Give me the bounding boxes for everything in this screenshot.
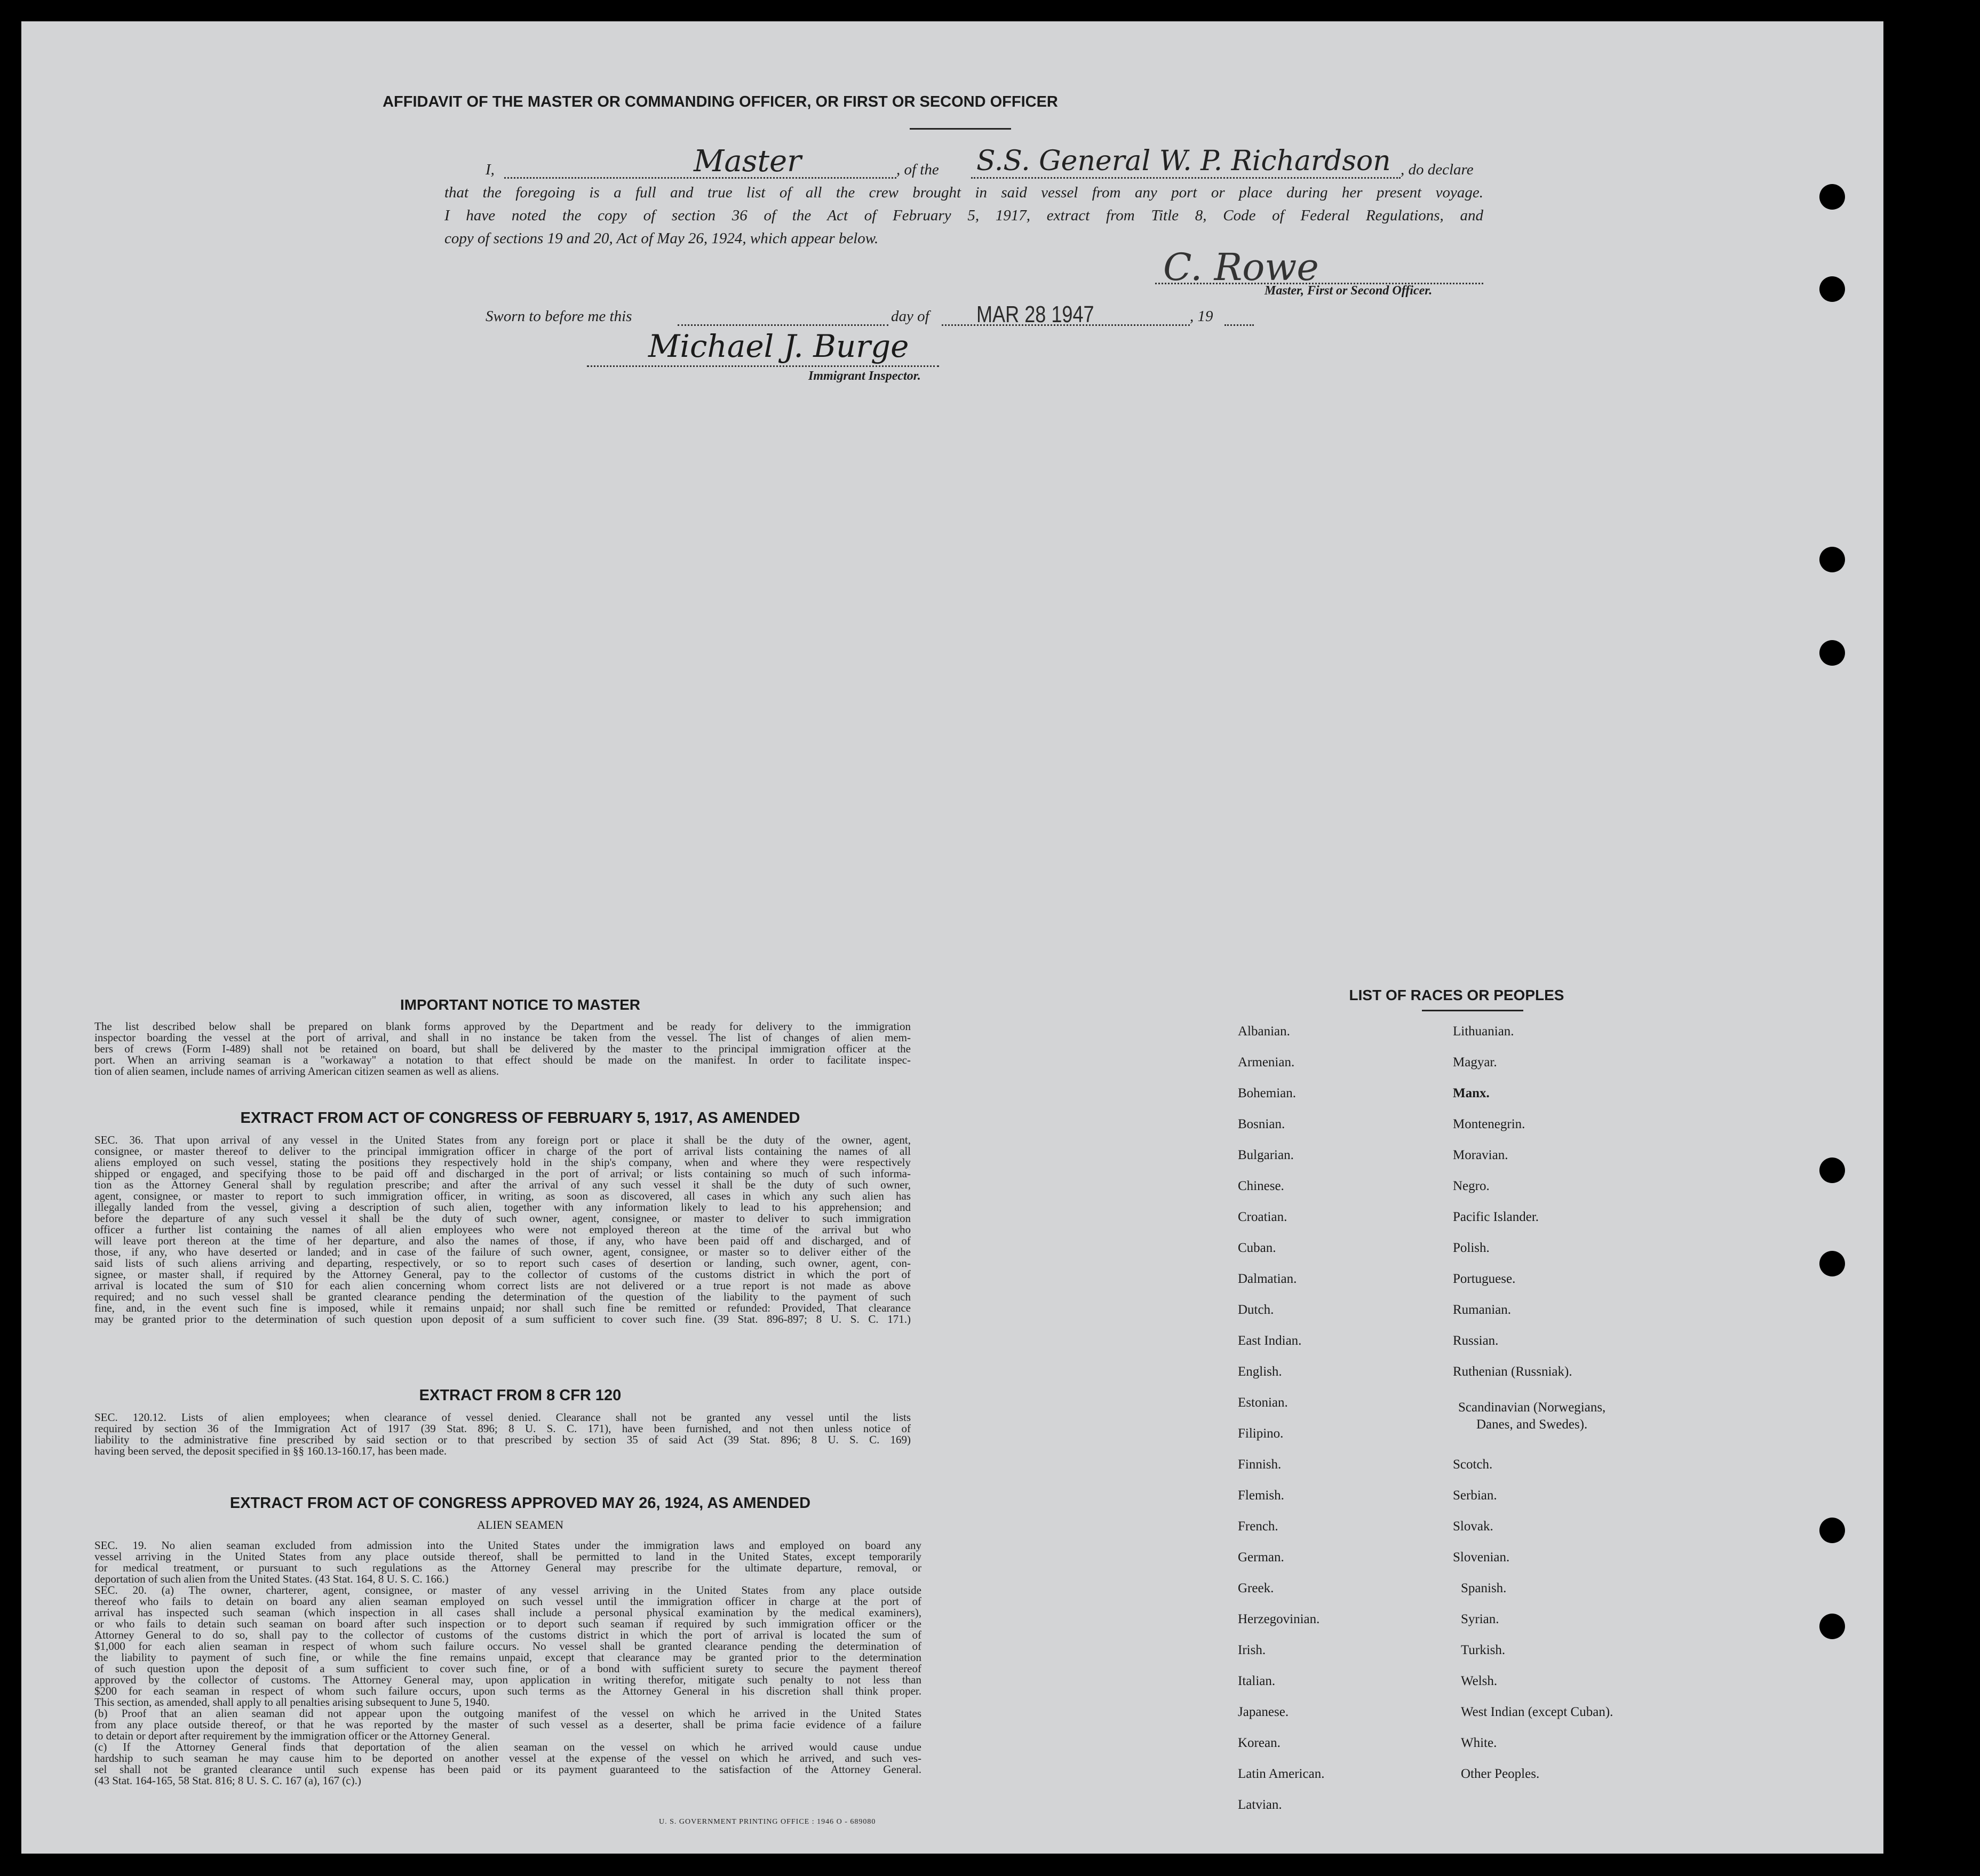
- race-item: Negro.: [1453, 1179, 1490, 1193]
- race-item: Serbian.: [1453, 1488, 1497, 1503]
- race-item: Rumanian.: [1453, 1303, 1512, 1317]
- affidavit-line-4: copy of sections 19 and 20, Act of May 26, 1924, which appear below.: [444, 230, 879, 247]
- race-item: Portuguese.: [1453, 1272, 1516, 1286]
- race-item: Manx.: [1453, 1086, 1490, 1100]
- extract-1917-title: EXTRACT FROM ACT OF CONGRESS OF FEBRUARY 5, 1917, AS AMENDED: [240, 1109, 800, 1127]
- affidavit-line-3: I have noted the copy of section 36 of the Act of February 5, 1917, extract from Title 8, Code of Federal Regulations, and: [444, 207, 1483, 224]
- notice-line: inspector boarding the vessel at the port of arrival, and shall in no instance be taken from the vessel. The list of changes of alien mem-: [94, 1031, 911, 1044]
- document-sheet: [21, 21, 1883, 1854]
- race-item: Danes, and Swedes).: [1476, 1417, 1588, 1432]
- race-item: Japanese.: [1238, 1705, 1289, 1719]
- extract-1924-line: of such question upon the deposit of a sum sufficient to cover such fine, or of a bond with sufficient surety to secure the payment thereof: [94, 1662, 921, 1675]
- race-item: Magyar.: [1453, 1055, 1497, 1069]
- extract-1924-line: SEC. 19. No alien seaman excluded from admission into the United States under the immigration laws and employed on board any: [94, 1539, 921, 1552]
- inspector-caption: Immigrant Inspector.: [808, 369, 921, 383]
- year-blank: [1224, 324, 1254, 326]
- notice-line: port. When an arriving seaman is a "workaway" a notation to that effect should be made on the manifest. In order to facilitate inspec-: [94, 1053, 911, 1066]
- notice-body: [94, 1020, 911, 1084]
- day-of-label: day of: [891, 308, 929, 325]
- race-item: Other Peoples.: [1461, 1767, 1540, 1781]
- affidavit-title: AFFIDAVIT OF THE MASTER OR COMMANDING OFFICER, OR FIRST OR SECOND OFFICER: [383, 93, 1058, 110]
- notice-title: IMPORTANT NOTICE TO MASTER: [400, 996, 641, 1013]
- race-item: Bohemian.: [1238, 1086, 1297, 1100]
- word-i: I,: [486, 161, 495, 178]
- extract-1917-line: SEC. 36. That upon arrival of any vessel in the United States from any foreign port or place it shall be the duty of the owner, agent,: [94, 1133, 911, 1146]
- binder-hole: [1819, 1518, 1845, 1543]
- extract-1917-line: signee, or master shall, if required by the Attorney General, pay to the collector of customs of the customs district in which the port of: [94, 1268, 911, 1281]
- extract-1924-line: sel shall not be granted clearance until such expense has been paid or its payment guaranteed to the satisfaction of the Attorney General.: [94, 1763, 921, 1776]
- binder-hole: [1819, 547, 1845, 572]
- extract-1924-line: (43 Stat. 164-165, 58 Stat. 816; 8 U. S. C. 167 (a), 167 (c).): [94, 1774, 361, 1787]
- extract-1924-line: $1,000 for each alien seaman in respect of whom such failure occurs. No vessel shall be granted clearance pending the determination of: [94, 1640, 921, 1653]
- master-signature: C. Rowe: [1163, 245, 1319, 289]
- affidavit-line-3-box: [444, 207, 1483, 228]
- race-item: Latvian.: [1238, 1798, 1282, 1812]
- race-item: Syrian.: [1461, 1612, 1499, 1626]
- race-item: Bulgarian.: [1238, 1148, 1294, 1162]
- race-item: Flemish.: [1238, 1488, 1284, 1503]
- extract-1924-line: arrival has inspected such seaman (which inspection in all cases shall include a personal physical examination by the medical examiners),: [94, 1606, 921, 1619]
- inspector-signature-line: [587, 365, 939, 367]
- race-item: Polish.: [1453, 1241, 1490, 1255]
- extract-1917-line: shipped or engaged, and specifying those to be paid off and discharged in the port of arrival; or lists containing so much of such informa-: [94, 1167, 911, 1180]
- vessel-handwriting: S.S. General W. P. Richardson: [976, 145, 1391, 177]
- extract-1924-line: SEC. 20. (a) The owner, charterer, agent, consignee, or master of any vessel arriving in the United States from any place outside: [94, 1584, 921, 1596]
- affidavit-line-2: that the foregoing is a full and true list of all the crew brought in said vessel from any port or place during her present voyage.: [444, 184, 1483, 201]
- extract-1917-line: required; and no such vessel shall be granted clearance pending the determination of the question of the liability to the payment of such: [94, 1290, 911, 1303]
- master-caption: Master, First or Second Officer.: [1265, 284, 1433, 298]
- race-item: Albanian.: [1238, 1024, 1290, 1039]
- race-item: Montenegrin.: [1453, 1117, 1525, 1131]
- race-item: Russian.: [1453, 1334, 1499, 1348]
- extract-1924-line: vessel arriving in the United States from any place outside thereof, shall be permitted to land in the United States, except temporarily: [94, 1550, 921, 1563]
- race-item: Spanish.: [1461, 1581, 1507, 1595]
- notice-line: bers of crews (Form I-489) shall not be retained on board, but shall be delivered by the master to the principal immigration officer at the: [94, 1042, 911, 1055]
- extract-1917-line: those, if any, who have deserted or landed; and in case of the failure of such owner, agent, consignee, or master so to deliver either of the: [94, 1246, 911, 1258]
- extract-1917-line: said lists of such aliens arriving and departing, respectively, or so to report such cases of desertion or landing, such owner, agent, con-: [94, 1257, 911, 1270]
- year-label: , 19: [1190, 308, 1213, 325]
- extract-1917-line: agent, consignee, or master to report to such immigration officer, in writing, as soon as discovered, all cases in which any such alien has: [94, 1190, 911, 1202]
- race-item: Irish.: [1238, 1643, 1266, 1657]
- day-blank: [678, 324, 888, 326]
- race-item: English.: [1238, 1364, 1282, 1379]
- race-item: Lithuanian.: [1453, 1024, 1514, 1039]
- race-item: Dalmatian.: [1238, 1272, 1297, 1286]
- extract-1924-line: to detain or deport after requirement by the immigration officer or the Attorney General.: [94, 1729, 490, 1742]
- race-item: Croatian.: [1238, 1210, 1287, 1224]
- affidavit-line-2-box: [444, 184, 1483, 205]
- extract-1917-line: will leave port thereon at the time of her departure, and also the names of those, if any, who have been paid off and discharged, and of: [94, 1234, 911, 1247]
- extract-cfr-line: liability to the administrative fine prescribed by said section or to that prescribed by section 35 of said Act (39 Stat. 896; 8 U. S. C. 169): [94, 1433, 911, 1446]
- binder-hole: [1819, 184, 1845, 210]
- rank-handwriting: Master: [694, 144, 801, 179]
- extract-1924-line: from any place outside thereof, or that he was reported by the master of such vessel as a deserter, shall be prima facie evidence of a failure: [94, 1718, 921, 1731]
- race-item: Scotch.: [1453, 1457, 1493, 1472]
- stamp-date: MAR 28 1947: [976, 301, 1094, 328]
- race-item: Armenian.: [1238, 1055, 1295, 1069]
- race-item: Slovenian.: [1453, 1550, 1510, 1564]
- binder-hole: [1819, 276, 1845, 302]
- extract-1924-line: This section, as amended, shall apply to all penalties arising subsequent to June 5, 1940.: [94, 1696, 490, 1709]
- race-item: White.: [1461, 1736, 1497, 1750]
- races-title-rule: [1422, 1010, 1523, 1011]
- extract-1924-line: thereof who fails to detain on board any alien seaman employed on such vessel until the immigration officer in charge at the port of: [94, 1595, 921, 1608]
- race-item: French.: [1238, 1519, 1278, 1534]
- race-item: Greek.: [1238, 1581, 1274, 1595]
- race-item: Chinese.: [1238, 1179, 1284, 1193]
- extract-1924-line: the liability to payment of such fine, or while the fine remains unpaid, except that clearance may be granted prior to the determination: [94, 1651, 921, 1664]
- race-item: Turkish.: [1461, 1643, 1506, 1657]
- race-item: Herzegovinian.: [1238, 1612, 1320, 1626]
- race-item: Ruthenian (Russniak).: [1453, 1364, 1572, 1379]
- race-item: Finnish.: [1238, 1457, 1282, 1472]
- race-item: Pacific Islander.: [1453, 1210, 1539, 1224]
- extract-1917-line: before the departure of any such vessel it shall be the duty of such owner, agent, consignee, or master to deliver to such immigration: [94, 1212, 911, 1225]
- binder-hole: [1819, 1614, 1845, 1639]
- race-item: West Indian (except Cuban).: [1461, 1705, 1613, 1719]
- extract-1917-line: aliens employed on such vessel, stating the positions they respectively hold in the ship's company, when and where they were respectively: [94, 1156, 911, 1169]
- of-the-label: , of the: [896, 161, 939, 178]
- race-item: Bosnian.: [1238, 1117, 1285, 1131]
- race-item: Scandinavian (Norwegians,: [1458, 1400, 1606, 1415]
- inspector-signature: Michael J. Burge: [648, 328, 909, 364]
- extract-1924-line: (b) Proof that an alien seaman did not appear upon the outgoing manifest of the vessel on which he arrived in the United States: [94, 1707, 921, 1720]
- races-title: LIST OF RACES OR PEOPLES: [1349, 987, 1564, 1003]
- extract-1924-subtitle: ALIEN SEAMEN: [477, 1518, 563, 1531]
- race-item: Latin American.: [1238, 1767, 1325, 1781]
- race-item: Slovak.: [1453, 1519, 1493, 1534]
- extract-1917-line: may be granted prior to the determination of such question upon deposit of a sum sufficient to cover such fine. (39 Stat. 896-897; 8 U. S. C. 171.): [94, 1313, 911, 1326]
- race-item: Cuban.: [1238, 1241, 1276, 1255]
- extract-1924-line: $200 for each seaman in respect of whom such failure occurs, upon such terms as the Attorney General in his discretion shall think proper.: [94, 1685, 921, 1697]
- binder-hole: [1819, 1157, 1845, 1183]
- extract-1924-line: hardship to such seaman he may cause him to be deported on another vessel at the expense of the vessel on which he arrived, and such ves-: [94, 1752, 921, 1765]
- title-rule: [910, 128, 1011, 130]
- extract-1917-line: officer a further list containing the names of all alien employees who were not employed thereon at the time of the arrival but who: [94, 1223, 911, 1236]
- race-item: German.: [1238, 1550, 1284, 1564]
- binder-hole: [1819, 1251, 1845, 1276]
- extract-1924-body: [94, 1539, 921, 1806]
- do-declare-label: , do declare: [1401, 161, 1474, 178]
- vessel-blank: [971, 177, 1401, 179]
- extract-cfr-line: having been served, the deposit specified in §§ 160.13-160.17, has been made.: [94, 1444, 447, 1457]
- race-item: Estonian.: [1238, 1395, 1288, 1410]
- race-item: Italian.: [1238, 1674, 1276, 1688]
- extract-1917-line: tion as the Attorney General shall by regulation prescribe; and after the arrival of any such vessel it shall be the duty of such owner,: [94, 1178, 911, 1191]
- extract-cfr-body: [94, 1411, 911, 1459]
- extract-1917-line: arrival is located the sum of $10 for each alien concerning whom correct lists are not delivered or a true report is not made as above: [94, 1279, 911, 1292]
- extract-1924-line: approved by the collector of customs. The Attorney General may, upon application in writing therefor, mitigate such penalty to not less than: [94, 1673, 921, 1686]
- race-item: Dutch.: [1238, 1303, 1274, 1317]
- extract-cfr-title: EXTRACT FROM 8 CFR 120: [419, 1387, 622, 1404]
- sworn-label: Sworn to before me this: [486, 308, 632, 325]
- extract-1924-line: or who fails to detain such seaman on board after such inspection or to deport such seaman if required by such immigration officer or the: [94, 1617, 921, 1630]
- race-item: Filipino.: [1238, 1426, 1284, 1441]
- extract-1917-body: [94, 1133, 911, 1358]
- extract-1924-line: deportation of such alien from the United States. (43 Stat. 164, 8 U. S. C. 166.): [94, 1572, 449, 1585]
- race-item: Moravian.: [1453, 1148, 1508, 1162]
- extract-1917-line: fine, and, in the event such fine is imposed, while it remains unpaid; nor shall such fine be remitted or refunded: Provided, That clearance: [94, 1302, 911, 1314]
- notice-line: The list described below shall be prepared on blank forms approved by the Department and be ready for delivery to the immigration: [94, 1020, 911, 1033]
- binder-hole: [1819, 640, 1845, 666]
- extract-cfr-line: required by section 36 of the Immigration Act of 1917 (39 Stat. 896; 8 U. S. C. 171), have been furnished, and not then unless notice of: [94, 1422, 911, 1435]
- race-item: Korean.: [1238, 1736, 1281, 1750]
- extract-1924-line: (c) If the Attorney General finds that deportation of the alien seaman on the vessel on which he arrived would cause undue: [94, 1741, 921, 1753]
- printing-office-footer: U. S. GOVERNMENT PRINTING OFFICE : 1946 O - 689080: [659, 1818, 876, 1826]
- race-item: Welsh.: [1461, 1674, 1498, 1688]
- extract-1924-line: Attorney General to do so, shall pay to the collector of customs of the customs district in which the port of arrival is located the sum of: [94, 1628, 921, 1641]
- extract-1924-title: EXTRACT FROM ACT OF CONGRESS APPROVED MAY 26, 1924, AS AMENDED: [229, 1495, 811, 1512]
- notice-line: tion of alien seamen, include names of arriving American citizen seamen as well as aliens.: [94, 1065, 499, 1077]
- extract-1924-line: for medical treatment, or pursuant to such regulations as the Attorney General may prescribe for the ultimate departure, removal, or: [94, 1561, 921, 1574]
- extract-cfr-line: SEC. 120.12. Lists of alien employees; when clearance of vessel denied. Clearance shall not be granted any vessel until the lists: [94, 1411, 911, 1424]
- extract-1917-line: consignee, or master thereof to deliver to the principal immigration officer in charge of the port of arrival lists containing the names of all: [94, 1145, 911, 1157]
- extract-1917-line: illegally landed from the vessel, giving a description of such alien, together with any information likely to lead to his apprehension; and: [94, 1201, 911, 1214]
- race-item: East Indian.: [1238, 1334, 1302, 1348]
